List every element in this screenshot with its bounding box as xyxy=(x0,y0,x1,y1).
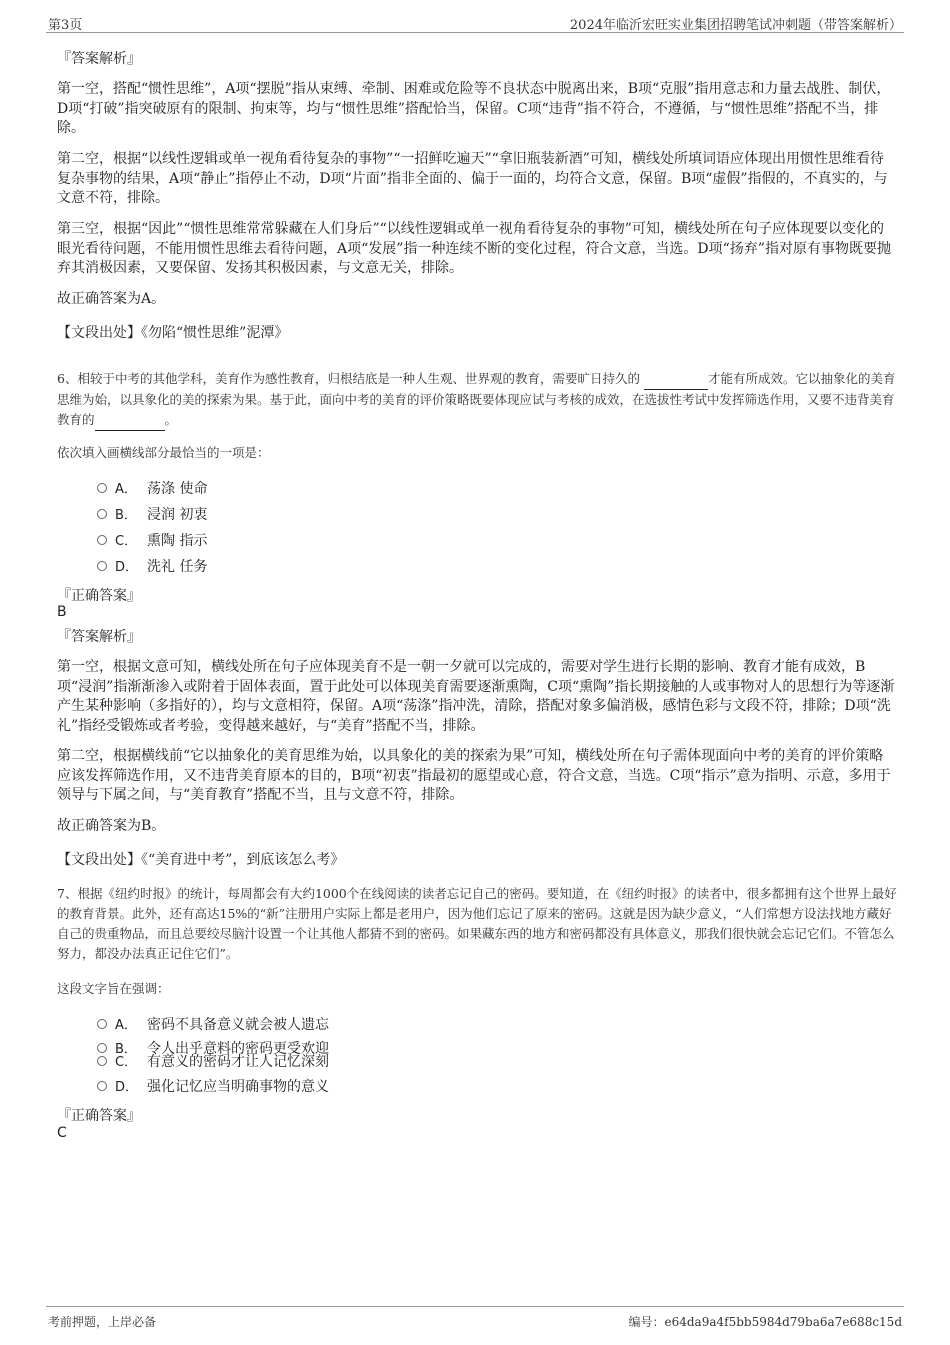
footer-slogan: 考前押题，上岸必备 xyxy=(48,1315,157,1329)
page-footer xyxy=(46,1306,904,1329)
radio-icon[interactable] xyxy=(97,509,107,519)
q6-analysis-p2: 第二空，根据横线前“它以抽象化的美育思维为始，以具象化的美的探索为果”可知，横线处所在句子需体现面向中考的美育的评价策略应该发挥筛选作用，又不违背美育原本的目的，B项“初衷”指最初的愿望或心意，符合文意，当选。C项“指示”意为指明、示意，多用于领导与下属之间，与“美育教育”搭配不当，且与文意不符，排除。 xyxy=(57,748,891,803)
q7-correct-tag: 『正确答案』 xyxy=(57,1108,141,1124)
q6-blank-2 xyxy=(95,410,165,431)
radio-icon[interactable] xyxy=(97,1056,107,1066)
q5-analysis-p1: 第一空，搭配“惯性思维”，A项“摆脱”指从束缚、牵制、困难或危险等不良状态中脱离出来，B项“克服”指用意志和力量去战胜、制伏，D项“打破”指突破原有的限制、拘束等，均与“惯性思维”搭配恰当，保留。C项“违背”指不符合，不遵循，与“惯性思维”搭配不当，排除。 xyxy=(57,81,891,136)
q5-analysis-p2: 第二空，根据“以线性逻辑或单一视角看待复杂的事物”“一招鲜吃遍天”“拿旧瓶装新酒”可知，横线处所填词语应体现出用惯性思维看待复杂事物的结果，A项“静止”指停止不动，D项“片面”指非全面的、偏于一面的，均符合文意，保留。B项“虚假”指假的，不真实的，与文意不符，排除。 xyxy=(57,151,888,206)
q5-analysis-tag: 『答案解析』 xyxy=(57,51,141,67)
q7-correct-answer: C xyxy=(57,1125,67,1141)
q5-conclusion: 故正确答案为A。 xyxy=(57,291,166,307)
q6-prompt: 依次填入画横线部分最恰当的一项是： xyxy=(57,445,270,460)
q7-option-d[interactable]: D． 强化记忆应当明确事物的意义 xyxy=(97,1078,329,1097)
radio-icon[interactable] xyxy=(97,1043,107,1053)
q6-stem-part-b: 才能有所成效。它以抽象化的美育思维为始，以具象化的美的探索为果。基于此，面向中考的美育的评价策略既要体现应试与考核的成效，在选拔性考试中发挥筛选作用，又要不违背美育教育的 xyxy=(57,371,896,427)
q6-correct-answer: B xyxy=(57,604,67,620)
q6-analysis-tag: 『答案解析』 xyxy=(57,629,141,645)
q6-stem xyxy=(57,369,897,431)
radio-icon[interactable] xyxy=(97,483,107,493)
radio-icon[interactable] xyxy=(97,561,107,571)
radio-icon[interactable] xyxy=(97,535,107,545)
q6-option-c[interactable]: C． 熏陶 指示 xyxy=(97,532,207,551)
q7-stem: 7、根据《纽约时报》的统计，每周都会有大约1000个在线阅读的读者忘记自己的密码。要知道，在《纽约时报》的读者中，很多都拥有这个世界上最好的教育背景。此外，还有高达15%的“新”注册用户实际上都是老用户，因为他们忘记了原来的密码。这就是因为缺少意义，“人们常想方设法找地方藏好自己的贵重物品，而且总要绞尽脑汁设置一个让其他人都猜不到的密码。如果藏东西的地方和密码都没有具体意义，那我们很快就会忘记它们。不管怎么努力，都没办法真正记住它们”。 xyxy=(57,886,897,961)
q7-option-c[interactable]: C． 有意义的密码才让人记忆深刻 xyxy=(97,1053,329,1072)
q6-source: 【文段出处】《“美育进中考”，到底该怎么考》 xyxy=(57,852,345,868)
q6-blank-1 xyxy=(644,369,708,390)
q6-option-b[interactable]: B． 浸润 初衷 xyxy=(97,506,207,525)
q6-stem-part-a: 6、相较于中考的其他学科，美育作为感性教育，归根结底是一种人生观、世界观的教育，需要旷日持久的 xyxy=(57,371,640,386)
q6-correct-tag: 『正确答案』 xyxy=(57,588,141,604)
document-title: 2024年临沂宏旺实业集团招聘笔试冲刺题（带答案解析） xyxy=(569,18,902,33)
q7-option-a[interactable]: A． 密码不具备意义就会被人遗忘 xyxy=(97,1016,329,1035)
q5-analysis-p3: 第三空，根据“因此”“惯性思维常常躲藏在人们身后”“以线性逻辑或单一视角看待复杂的事物”可知，横线处所在句子应体现要以变化的眼光看待问题，不能用惯性思维去看待问题，A项“发展”指一种连续不断的变化过程，符合文意，当选。D项“扬弃”指对原有事物既要抛弃其消极因素，又要保留、发扬其积极因素，与文意无关，排除。 xyxy=(57,221,891,276)
page-number: 第3页 xyxy=(48,18,83,33)
q5-source: 【文段出处】《勿陷“惯性思维”泥潭》 xyxy=(57,325,289,341)
page-header xyxy=(46,12,904,33)
q6-analysis-p1: 第一空，根据文意可知，横线处所在句子应体现美育不是一朝一夕就可以完成的，需要对学生进行长期的影响、教育才能有成效，B项“浸润”指渐渐渗入或附着于固体表面，置于此处可以体现美育需要逐渐熏陶，C项“熏陶”指长期接触的人或事物对人的思想行为等逐渐产生某种影响（多指好的），均与文意相符，保留。A项“荡涤”指冲洗，清除，搭配对象多偏消极，感情色彩与文段不符，排除；D项“洗礼”指经受锻炼或者考验，变得越来越好，与“美育”搭配不当，排除。 xyxy=(57,659,895,734)
radio-icon[interactable] xyxy=(97,1019,107,1029)
radio-icon[interactable] xyxy=(97,1081,107,1091)
q6-option-a[interactable]: A． 荡涤 使命 xyxy=(97,480,207,499)
q7-option-b[interactable]: B． 令人出乎意料的密码更受欢迎 xyxy=(97,1040,329,1059)
q6-conclusion: 故正确答案为B。 xyxy=(57,818,166,834)
q6-option-d[interactable]: D． 洗礼 任务 xyxy=(97,558,207,577)
footer-serial: 编号：e64da9a4f5bb5984d79ba6a7e688c15d xyxy=(628,1315,902,1329)
q6-stem-part-c: 。 xyxy=(164,412,178,427)
q7-prompt: 这段文字旨在强调： xyxy=(57,981,170,996)
